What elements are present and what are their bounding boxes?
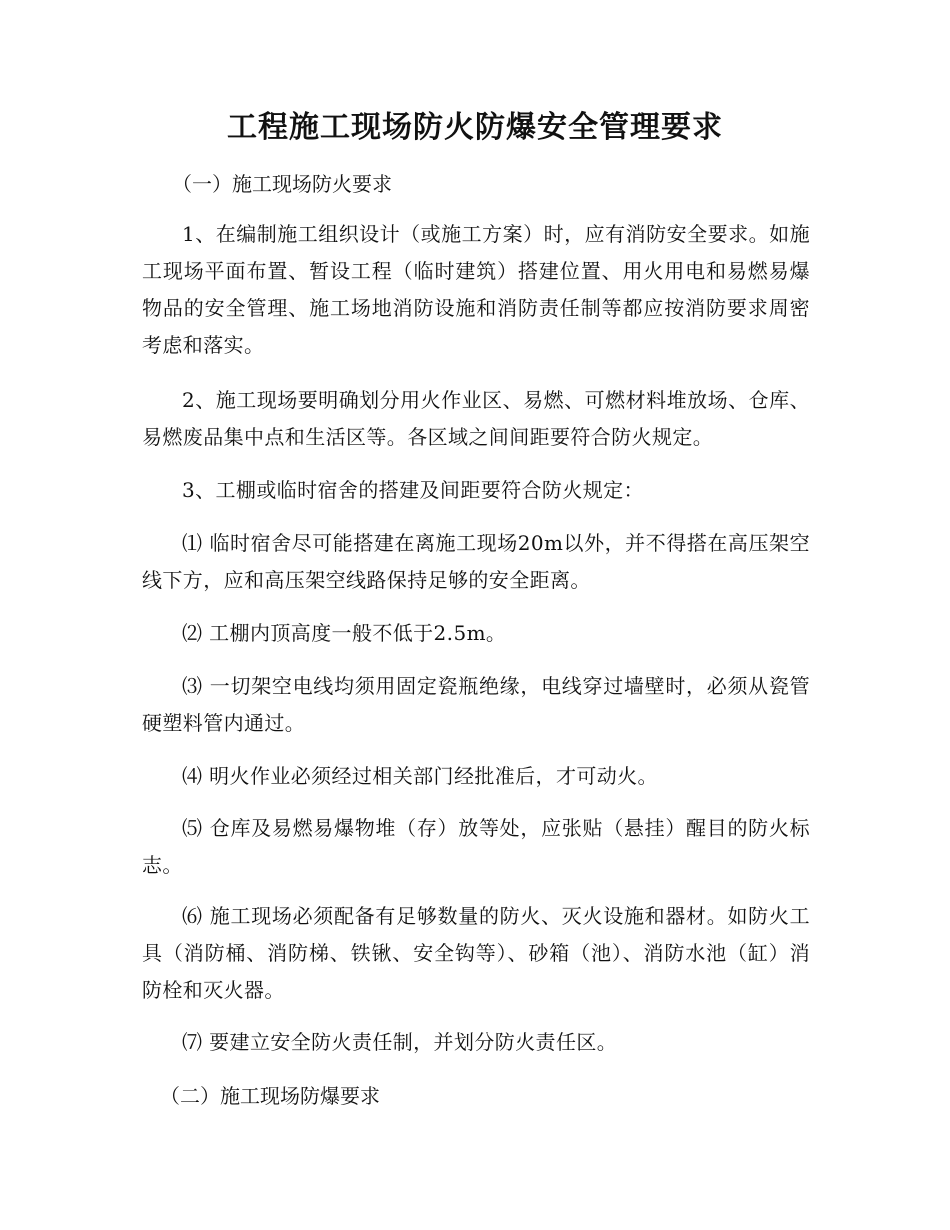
paragraph-3-2: ⑵ 工棚内顶高度一般不低于2.5m。	[182, 621, 507, 645]
paragraph-3-3: ⑶ 一切架空电线均须用固定瓷瓶绝缘，电线穿过墙壁时，必须从瓷管硬塑料管内通过。	[142, 674, 810, 735]
paragraph-3-6: ⑹ 施工现场必须配备有足够数量的防火、灭火设施和器材。如防火工具（消防桶、消防梯、铁锹、安全钩等）、砂箱（池）、消防水池（缸）消防栓和灭火器。	[142, 904, 810, 1002]
paragraph-3-4: ⑷ 明火作业必须经过相关部门经批准后，才可动火。	[182, 764, 658, 788]
paragraph-3: 3、工棚或临时宿舍的搭建及间距要符合防火规定：	[182, 478, 644, 502]
document-title: 工程施工现场防火防爆安全管理要求	[227, 110, 723, 145]
paragraph-3-5: ⑸ 仓库及易燃易爆物堆（存）放等处，应张贴（悬挂）醒目的防火标志。	[142, 816, 810, 877]
paragraph-3-7: ⑺ 要建立安全防火责任制，并划分防火责任区。	[182, 1030, 618, 1054]
paragraph-2: 2、施工现场要明确划分用火作业区、易燃、可燃材料堆放场、仓库、易燃废品集中点和生活区等。各区域之间间距要符合防火规定。	[142, 388, 810, 449]
section-heading-fire-prevention: （一）施工现场防火要求	[172, 172, 392, 196]
paragraph-3-1: ⑴ 临时宿舍尽可能搭建在离施工现场20m以外，并不得搭在高压架空线下方，应和高压架空线路保持足够的安全距离。	[142, 531, 810, 592]
section-heading-explosion-prevention: （二）施工现场防爆要求	[160, 1084, 380, 1108]
paragraph-1: 1、在编制施工组织设计（或施工方案）时，应有消防安全要求。如施工现场平面布置、暂设工程（临时建筑）搭建位置、用火用电和易燃易爆物品的安全管理、施工场地消防设施和消防责任制等都应按消防要求周密考虑和落实。	[142, 222, 810, 357]
